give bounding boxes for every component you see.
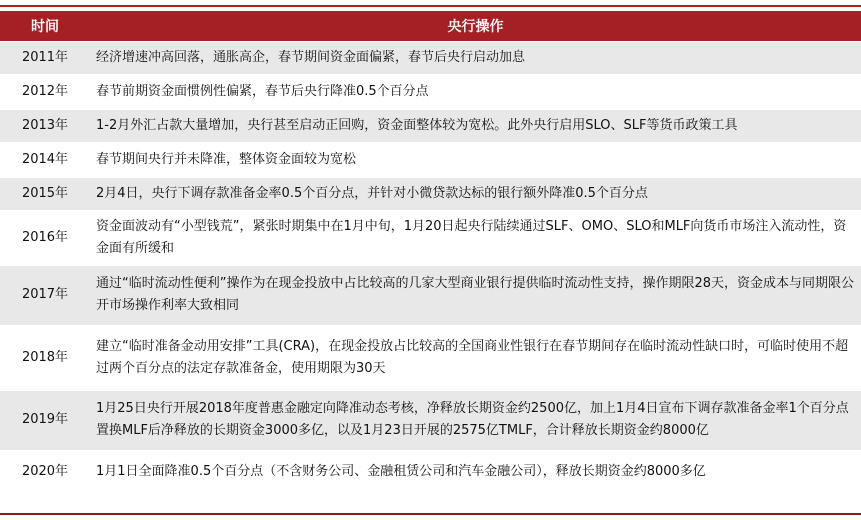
table-row	[0, 265, 861, 326]
header-time: 时间	[0, 11, 90, 42]
row-year: 2014年	[0, 143, 90, 177]
row-text: 1月25日央行开展2018年度普惠金融定向降准动态考核，净释放长期资金约2500亿，加上1月4日宣布下调存款准备金率1个百分点置换MLF后净释放的长期资金3000多亿，以及1月23日开展的2575亿TMLF，合计释放长期资金约8000亿	[90, 390, 861, 451]
table-row	[0, 390, 861, 451]
row-text: 建立“临时准备金动用安排”工具(CRA)，在现金投放占比较高的全国商业性银行在春节期间存在临时流动性缺口时，可临时使用不超过两个百分点的法定存款准备金，使用期限为30天	[90, 326, 861, 390]
table-row	[0, 326, 861, 390]
row-text: 2月4日，央行下调存款准备金率0.5个百分点，并针对小微贷款达标的银行额外降准0.5个百分点	[90, 177, 861, 211]
row-year: 2013年	[0, 109, 90, 143]
table-row	[0, 143, 861, 177]
central-bank-operations-table	[0, 11, 861, 494]
table-row	[0, 109, 861, 143]
top-rule	[0, 5, 861, 7]
table-row	[0, 75, 861, 109]
row-text: 春节期间央行并未降准，整体资金面较为宽松	[90, 143, 861, 177]
row-year: 2019年	[0, 390, 90, 451]
row-text: 春节前期资金面惯例性偏紧，春节后央行降准0.5个百分点	[90, 75, 861, 109]
row-year: 2011年	[0, 42, 90, 75]
row-year: 2020年	[0, 451, 90, 493]
row-text: 经济增速冲高回落，通胀高企，春节期间资金面偏紧，春节后央行启动加息	[90, 42, 861, 75]
row-year: 2016年	[0, 211, 90, 265]
row-text: 资金面波动有“小型钱荒”，紧张时期集中在1月中旬，1月20日起央行陆续通过SLF、OMO、SLO和MLF向货币市场注入流动性，资金面有所缓和	[90, 211, 861, 265]
table-header	[0, 11, 861, 42]
row-year: 2017年	[0, 265, 90, 326]
table-row	[0, 177, 861, 211]
row-text: 1月1日全面降准0.5个百分点（不含财务公司、金融租赁公司和汽车金融公司），释放长期资金约8000多亿	[90, 451, 861, 493]
table-row	[0, 42, 861, 75]
row-year: 2018年	[0, 326, 90, 390]
table-row	[0, 211, 861, 265]
header-operations: 央行操作	[90, 11, 861, 42]
table-row	[0, 451, 861, 493]
row-text: 1-2月外汇占款大量增加，央行甚至启动正回购，资金面整体较为宽松。此外央行启用SLO、SLF等货币政策工具	[90, 109, 861, 143]
bottom-rule	[0, 513, 861, 515]
row-year: 2012年	[0, 75, 90, 109]
row-text: 通过“临时流动性便利”操作为在现金投放中占比较高的几家大型商业银行提供临时流动性支持，操作期限28天，资金成本与同期限公开市场操作利率大致相同	[90, 265, 861, 326]
row-year: 2015年	[0, 177, 90, 211]
